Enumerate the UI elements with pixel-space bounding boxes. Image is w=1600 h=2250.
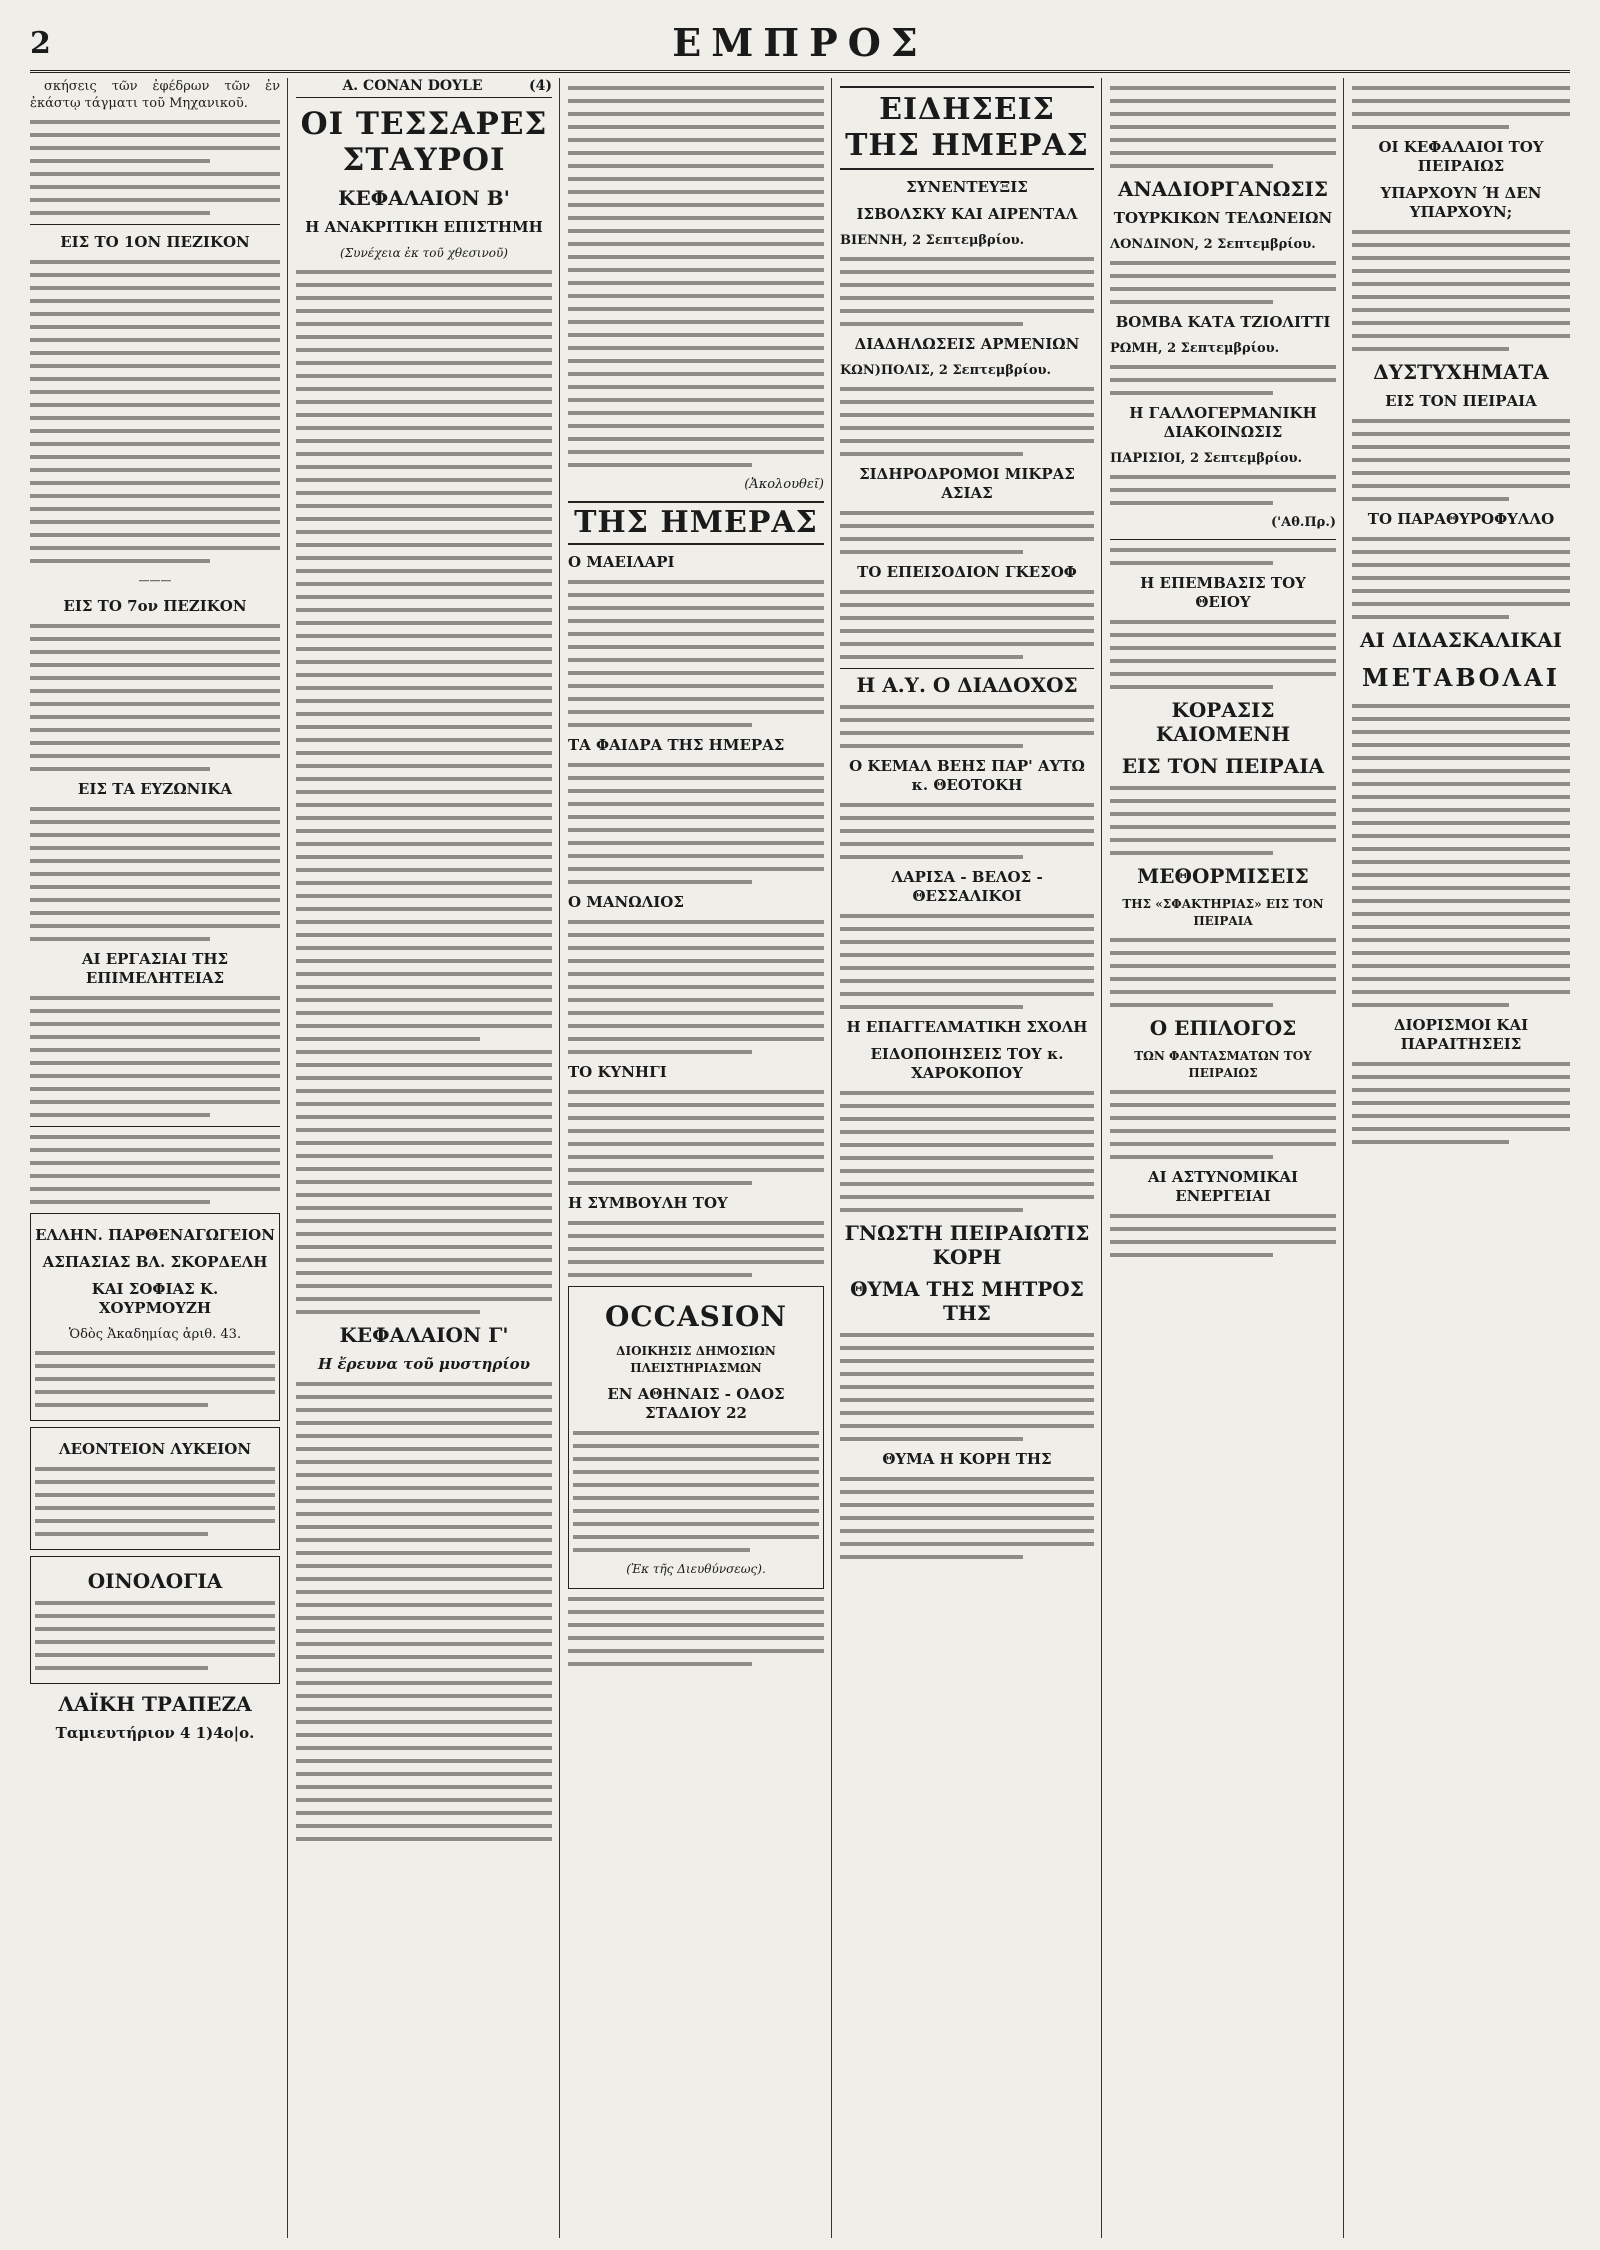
news-heading: ΑΝΑΔΙΟΡΓΑΝΩΣΙΣ: [1117, 177, 1329, 201]
item-heading: Ο ΜΑΕΙΛΑΡΙ: [568, 553, 675, 571]
ad-heading: OCCASION: [605, 1300, 787, 1333]
news-heading: ΚΟΡΑΣΙΣ ΚΑΙΟΜΕΝΗ: [1155, 698, 1291, 746]
dateline: ΒΙΕΝΝΗ, 2 Σεπτεμβρίου.: [840, 233, 1025, 248]
news-heading: Ο ΕΠΙΛΟΓΟΣ: [1149, 1016, 1297, 1040]
column-2: [296, 78, 552, 2238]
section-banner: ΕΙΔΗΣΕΙΣ ΤΗΣ ΗΜΕΡΑΣ: [840, 86, 1094, 170]
ad-heading: ΛΕΟΝΤΕΙΟΝ ΛΥΚΕΙΟΝ: [58, 1440, 252, 1458]
column-6: [1352, 78, 1570, 2238]
news-heading: ΓΝΩΣΤΗ ΠΕΙΡΑΙΩΤΙΣ ΚΟΡΗ: [844, 1221, 1090, 1269]
news-heading: ΤΟ ΠΑΡΑΘΥΡΟΦΥΛΛΟ: [1367, 510, 1555, 528]
chapter-heading: ΚΕΦΑΛΑΙΟΝ Β': [338, 186, 510, 210]
chapter-subheading: Η ΑΝΑΚΡΙΤΙΚΗ ΕΠΙΣΤΗΜΗ: [305, 218, 543, 236]
serial-byline: [296, 78, 552, 98]
section-heading: ΕΙΣ ΤΟ 7ον ΠΕΖΙΚΟΝ: [63, 597, 247, 615]
ad-subheading: ΔΙΟΙΚΗΣΙΣ ΔΗΜΟΣΙΩΝ ΠΛΕΙΣΤΗΡΙΑΣΜΩΝ: [616, 1344, 776, 1375]
news-heading: ΤΟΥΡΚΙΚΩΝ ΤΕΛΩΝΕΙΩΝ: [1113, 209, 1333, 227]
news-heading: ΑΙ ΑΣΤΥΝΟΜΙΚΑΙ ΕΝΕΡΓΕΙΑΙ: [1147, 1168, 1299, 1205]
news-heading: ΤΟ ΕΠΕΙΣΟΔΙΟΝ ΓΚΕΣΟΦ: [857, 563, 1077, 581]
news-heading: ΔΙΑΔΗΛΩΣΕΙΣ ΑΡΜΕΝΙΩΝ: [854, 335, 1080, 353]
news-heading: ΕΙΣ ΤΟΝ ΠΕΙΡΑΙΑ: [1385, 392, 1537, 410]
article-text: σκήσεις τῶν ἐφέδρων τῶν ἐν ἐκάστῳ τάγματι τοῦ Μηχανικοῦ.: [30, 79, 280, 111]
section-heading: ΕΙΣ ΤΑ ΕΥΖΩΝΙΚΑ: [77, 780, 233, 798]
news-subheading: ΘΥΜΑ Η ΚΟΡΗ ΤΗΣ: [882, 1450, 1052, 1468]
ad-subheading: ΚΑΙ ΣΟΦΙΑΣ Κ. ΧΟΥΡΜΟΥΖΗ: [91, 1280, 219, 1317]
ad-subheading: Ταμιευτήριον 4 1)4ο|ο.: [55, 1724, 255, 1742]
news-heading: Η ΓΑΛΛΟΓΕΡΜΑΝΙΚΗ ΔΙΑΚΟΙΝΩΣΙΣ: [1129, 404, 1317, 441]
serial-title: ΟΙ ΤΕΣΣΑΡΕΣ ΣΤΑΥΡΟΙ: [300, 106, 548, 178]
source-note: (Ἐκ τῆς Διευθύνσεως).: [626, 1562, 766, 1576]
news-heading: ΘΥΜΑ ΤΗΣ ΜΗΤΡΟΣ ΤΗΣ: [850, 1277, 1084, 1325]
news-heading: Η ΕΠΕΜΒΑΣΙΣ ΤΟΥ ΘΕΙΟΥ: [1140, 574, 1306, 611]
news-heading: Η ΕΠΑΓΓΕΛΜΑΤΙΚΗ ΣΧΟΛΗ: [846, 1018, 1088, 1036]
section-banner: ΤΗΣ ΗΜΕΡΑΣ: [568, 501, 824, 545]
column-rule: [1101, 78, 1102, 2238]
news-heading: ΥΠΑΡΧΟΥΝ Ή ΔΕΝ ΥΠΑΡΧΟΥΝ;: [1380, 184, 1542, 221]
news-heading: ΑΙ ΔΙΔΑΣΚΑΛΙΚΑΙ: [1360, 628, 1562, 652]
ad-heading: ΟΙΝΟΛΟΓΙΑ: [87, 1569, 223, 1593]
ad-subheading: ΕΝ ΑΘΗΝΑΙΣ - ΟΔΟΣ ΣΤΑΔΙΟΥ 22: [607, 1385, 785, 1422]
news-heading: ΙΣΒΟΛΣΚΥ ΚΑΙ ΑΙΡΕΝΤΑΛ: [856, 205, 1078, 223]
column-1: σκήσεις τῶν ἐφέδρων τῶν ἐν ἐκάστῳ τάγματι τοῦ Μηχανικοῦ. ΕΙΣ ΤΟ 1ΟΝ ΠΕΖΙΚΟΝ ——— ΕΙΣ ΤΟ 7ον ΠΕΖΙΚΟΝ ΕΙΣ ΤΑ ΕΥΖΩΝΙΚΑ ΑΙ ΕΡΓΑΣΙΑΙ ΤΗΣ ΕΠΙΜΕΛΗΤΕΙΑΣ ΕΛΛΗΝ. ΠΑΡΘΕΝΑΓΩΓΕΙΟΝ ΑΣΠΑΣΙΑΣ ΒΛ. ΣΚΟΡΔΕΛΗ ΚΑΙ ΣΟΦΙΑΣ Κ. ΧΟΥΡΜΟΥΖΗ Ὁδὸς Ἀκαδημίας ἀριθ. 43. ΛΕΟΝΤΕΙΟΝ ΛΥΚΕΙΟΝ ΟΙΝΟΛΟΓΙΑ ΛΑΪΚΗ ΤΡΑΠΕΖΑ Ταμιευτήριον 4 1)4ο|ο.: [30, 79, 280, 1742]
news-heading: ΛΑΡΙΣΑ - ΒΕΛΟΣ - ΘΕΣΣΑΛΙΚΟΙ: [891, 868, 1043, 905]
ad-heading: ΛΑΪΚΗ ΤΡΑΠΕΖΑ: [58, 1692, 252, 1716]
news-heading: Ο ΚΕΜΑΛ ΒΕΗΣ ΠΑΡ' ΑΥΤΩ κ. ΘΕΟΤΟΚΗ: [849, 757, 1085, 794]
dateline: ΚΩΝ)ΠΟΛΙΣ, 2 Σεπτεμβρίου.: [840, 363, 1052, 378]
news-heading: ΣΙΔΗΡΟΔΡΟΜΟΙ ΜΙΚΡΑΣ ΑΣΙΑΣ: [859, 465, 1075, 502]
page-number: 2: [30, 26, 51, 61]
masthead: [30, 20, 1570, 73]
dateline: ΡΩΜΗ, 2 Σεπτεμβρίου.: [1110, 341, 1280, 356]
dateline: ΛΟΝΔΙΝΟΝ, 2 Σεπτεμβρίου.: [1110, 237, 1316, 252]
news-heading: ΔΥΣΤΥΧΗΜΑΤΑ: [1373, 360, 1549, 384]
chapter-subheading: Η ἔρευνα τοῦ μυστηρίου: [317, 1355, 530, 1373]
column-4: [840, 78, 1094, 2238]
column-rule: [1343, 78, 1344, 2238]
news-subheading: ΕΙΔΟΠΟΙΗΣΕΙΣ ΤΟΥ κ. ΧΑΡΟΚΟΠΟΥ: [870, 1045, 1064, 1082]
item-heading: Η ΣΥΜΒΟΥΛΗ ΤΟΥ: [568, 1194, 728, 1212]
ad-heading: ΕΛΛΗΝ. ΠΑΡΘΕΝΑΓΩΓΕΙΟΝ: [35, 1226, 275, 1244]
news-heading: ΒΟΜΒΑ ΚΑΤΑ ΤΖΙΟΛΙΤΤΙ: [1115, 313, 1331, 331]
ad-subheading: ΑΣΠΑΣΙΑΣ ΒΛ. ΣΚΟΡΔΕΛΗ: [42, 1253, 268, 1271]
news-heading: ΣΥΝΕΝΤΕΥΞΙΣ: [906, 178, 1028, 196]
section-heading: ΑΙ ΕΡΓΑΣΙΑΙ ΤΗΣ ΕΠΙΜΕΛΗΤΕΙΑΣ: [81, 950, 229, 987]
ad-address: Ὁδὸς Ἀκαδημίας ἀριθ. 43.: [68, 1327, 242, 1342]
news-heading: ΟΙ ΚΕΦΑΛΑΙΟΙ ΤΟΥ ΠΕΙΡΑΙΩΣ: [1378, 138, 1544, 175]
continued-note: (Ἀκολουθεῖ): [744, 477, 824, 492]
continuation-note: (Συνέχεια ἐκ τοῦ χθεσινοῦ): [340, 246, 508, 260]
dateline: ΠΑΡΙΣΙΟΙ, 2 Σεπτεμβρίου.: [1110, 451, 1303, 466]
news-heading: Η Α.Υ. Ο ΔΙΑΔΟΧΟΣ: [840, 668, 1094, 697]
author-name: Α. CONAN DOYLE: [342, 78, 483, 94]
newspaper-title: ΕΜΠΡΟΣ: [672, 20, 928, 65]
chapter-heading: ΚΕΦΑΛΑΙΟΝ Γ': [339, 1323, 509, 1347]
news-heading: ΜΕΤΑΒΟΛΑΙ: [1362, 663, 1560, 692]
column-rule: [559, 78, 560, 2238]
agency-credit: ('Αθ.Πρ.): [1270, 515, 1336, 530]
advertisement: [568, 1286, 824, 1589]
advertisement: [30, 1556, 280, 1684]
section-heading: ΕΙΣ ΤΟ 1ΟΝ ΠΕΖΙΚΟΝ: [60, 233, 250, 251]
item-heading: Ο ΜΑΝΩΛΙΟΣ: [568, 893, 684, 911]
column-rule: [287, 78, 288, 2238]
news-heading: ΕΙΣ ΤΟΝ ΠΕΙΡΑΙΑ: [1121, 754, 1325, 778]
item-heading: ΤΟ ΚΥΝΗΓΙ: [568, 1063, 667, 1081]
advertisement: [30, 1427, 280, 1550]
news-heading: ΜΕΘΟΡΜΙΣΕΙΣ: [1137, 864, 1309, 888]
news-heading: ΔΙΟΡΙΣΜΟΙ ΚΑΙ ΠΑΡΑΙΤΗΣΕΙΣ: [1393, 1016, 1529, 1053]
column-rule: [831, 78, 832, 2238]
column-3: [568, 78, 824, 2238]
item-heading: ΤΑ ΦΑΙΔΡΑ ΤΗΣ ΗΜΕΡΑΣ: [568, 736, 785, 754]
advertisement: [30, 1213, 280, 1421]
installment-number: (4): [529, 78, 552, 94]
news-subheading: ΤΩΝ ΦΑΝΤΑΣΜΑΤΩΝ ΤΟΥ ΠΕΙΡΑΙΩΣ: [1134, 1049, 1312, 1080]
column-5: [1110, 78, 1336, 2238]
news-subheading: ΤΗΣ «ΣΦΑΚΤΗΡΙΑΣ» ΕΙΣ ΤΟΝ ΠΕΙΡΑΙΑ: [1122, 897, 1324, 928]
